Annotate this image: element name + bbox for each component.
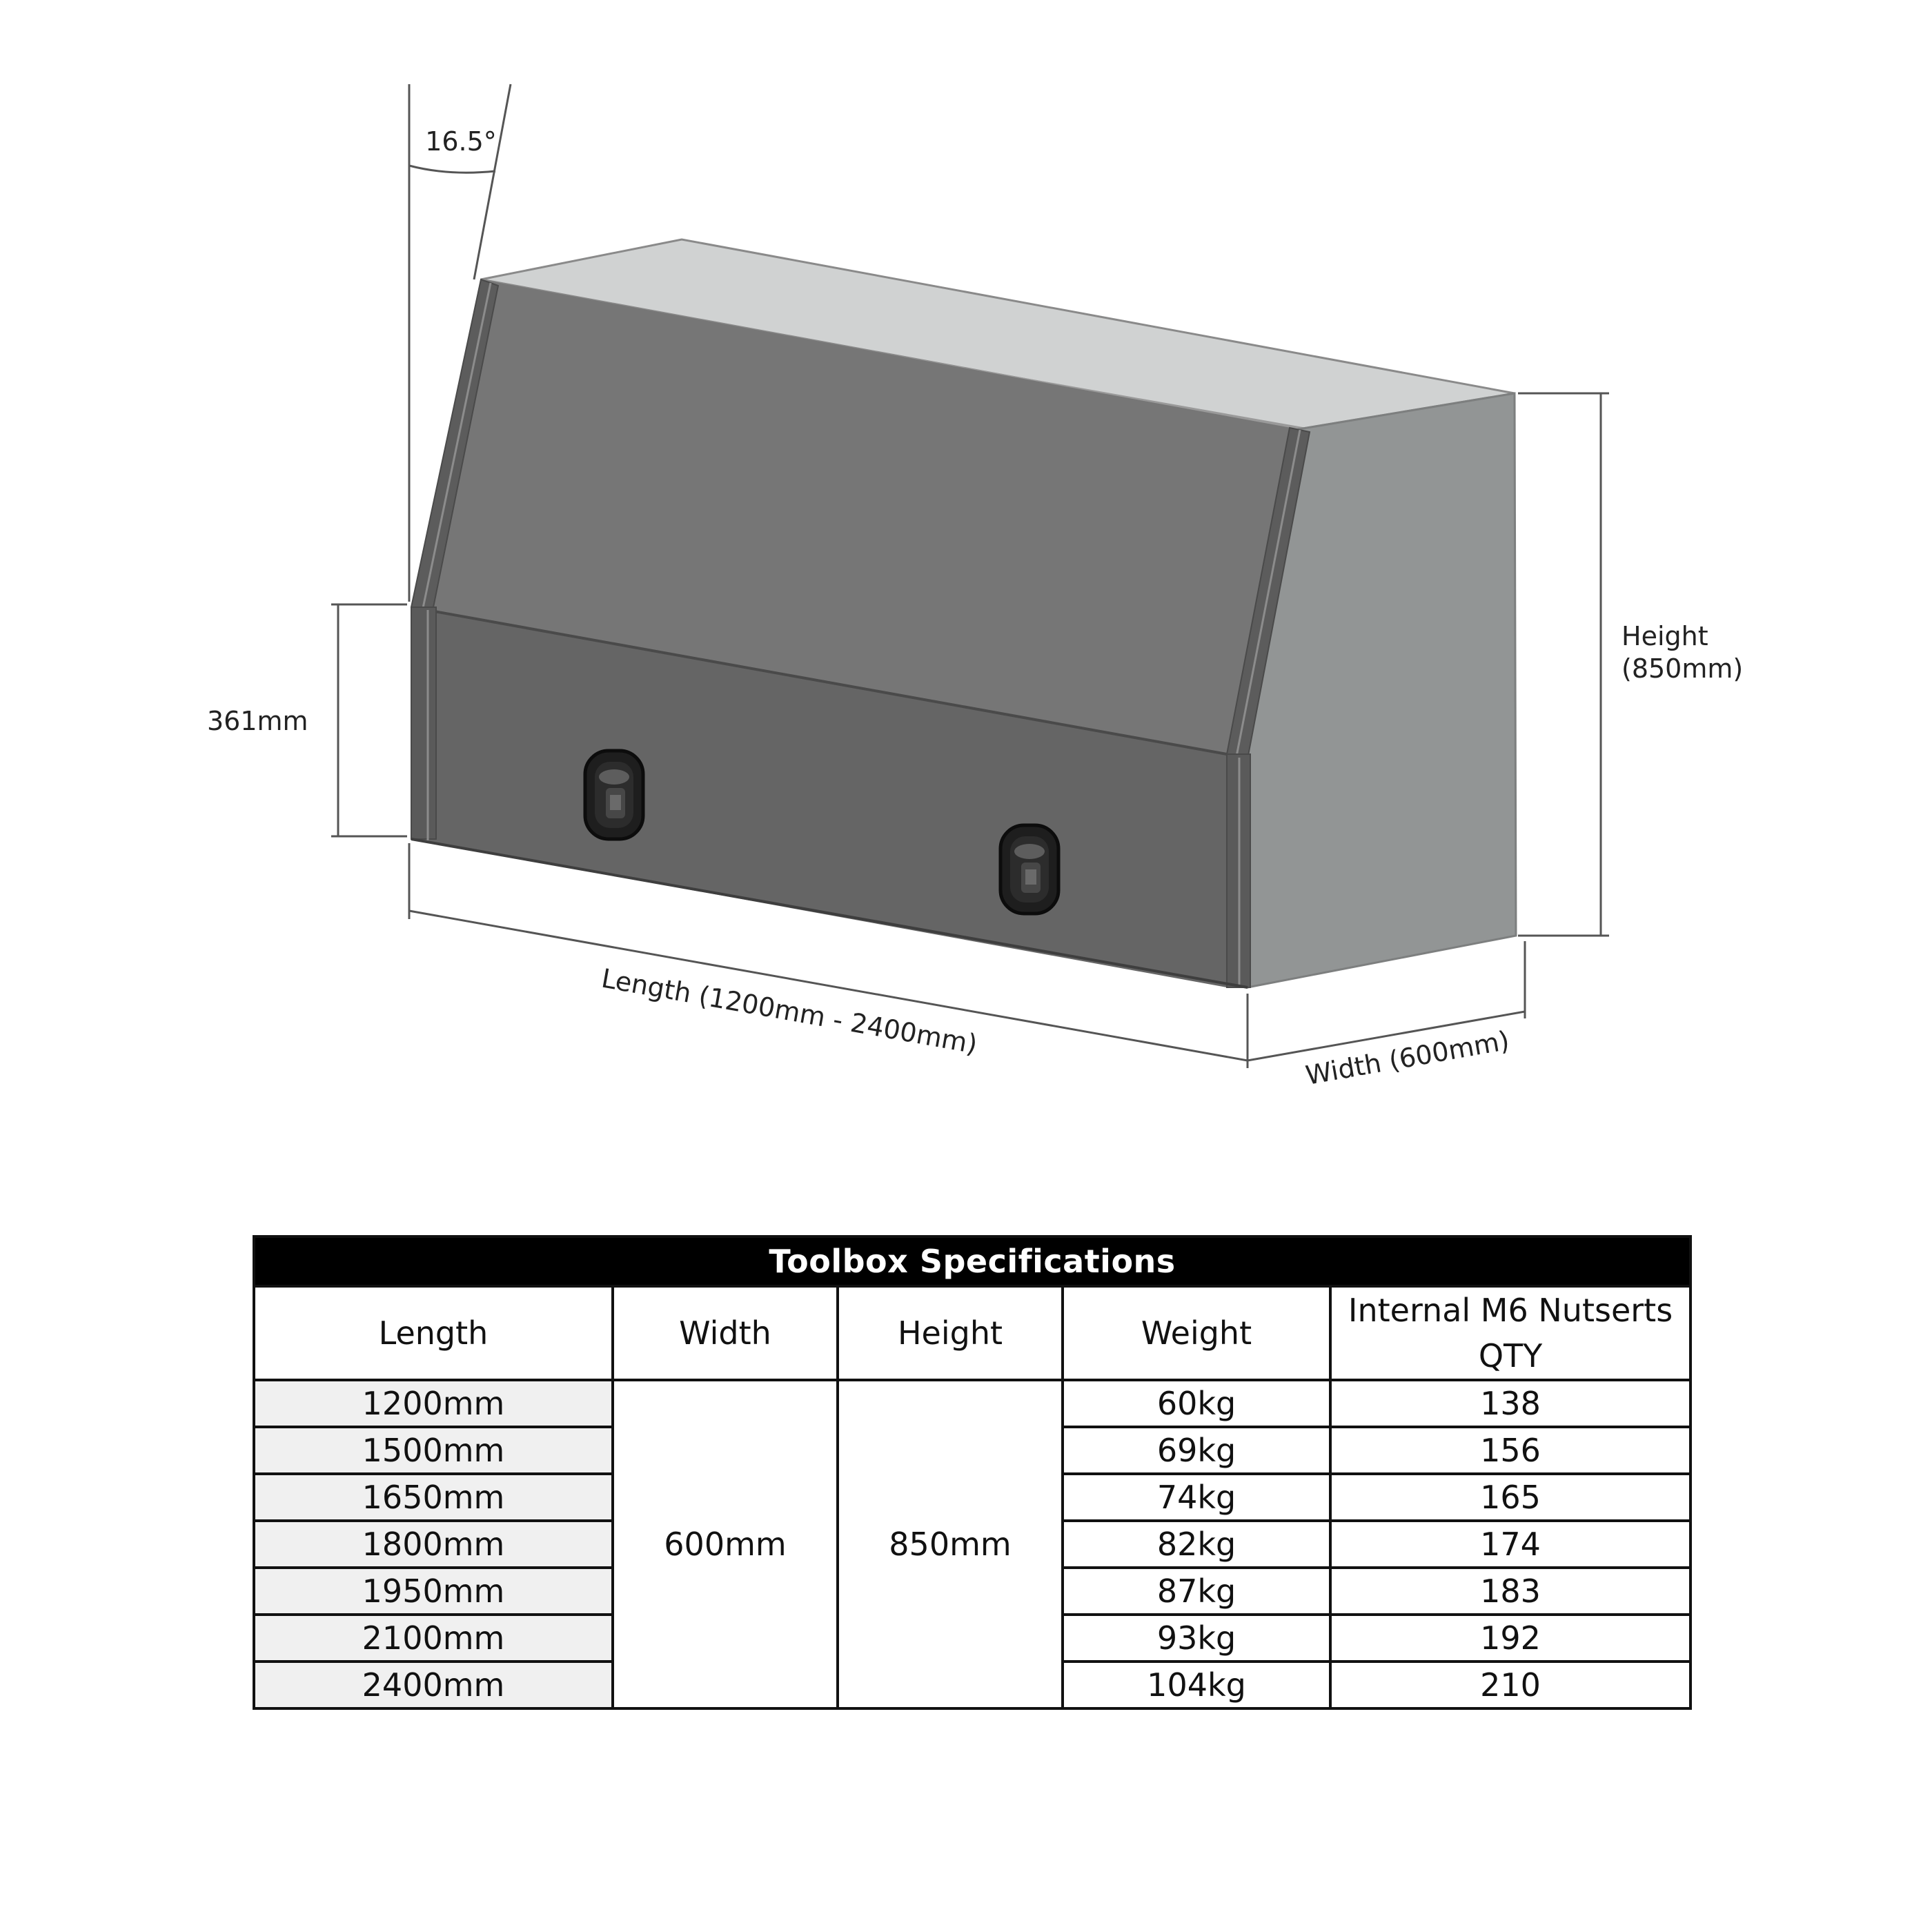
cell-weight: 69kg <box>1063 1427 1330 1474</box>
angle-label: 16.5° <box>425 126 497 157</box>
table-header-row <box>254 1286 1690 1380</box>
table-row <box>254 1380 1690 1427</box>
cell-length: 2100mm <box>254 1615 613 1662</box>
cell-length: 1950mm <box>254 1568 613 1615</box>
lower-height-label: 361mm <box>207 706 308 736</box>
cell-nutserts: 192 <box>1330 1615 1690 1662</box>
cell-nutserts: 210 <box>1330 1662 1690 1708</box>
height-label-line1: Height <box>1621 621 1708 651</box>
cell-nutserts: 174 <box>1330 1521 1690 1568</box>
cell-nutserts: 165 <box>1330 1474 1690 1521</box>
cell-length: 1500mm <box>254 1427 613 1474</box>
cell-weight: 82kg <box>1063 1521 1330 1568</box>
cell-weight: 74kg <box>1063 1474 1330 1521</box>
spec-table <box>253 1235 1692 1710</box>
table-title-row <box>254 1236 1690 1286</box>
cell-nutserts: 183 <box>1330 1568 1690 1615</box>
lower-height-dimension <box>331 604 407 836</box>
cell-weight: 93kg <box>1063 1615 1330 1662</box>
cell-nutserts: 156 <box>1330 1427 1690 1474</box>
left-trim-lower <box>411 607 436 839</box>
cell-height-shared: 850mm <box>838 1380 1063 1708</box>
length-label: Length (1200mm - 2400mm) <box>599 963 980 1060</box>
t-handle-lock-right[interactable] <box>1000 825 1058 914</box>
height-label-line2: (850mm) <box>1621 653 1744 684</box>
t-handle-lock-left[interactable] <box>585 751 643 839</box>
cell-width-shared: 600mm <box>613 1380 838 1708</box>
width-label: Width (600mm) <box>1303 1025 1512 1091</box>
header-weight: Weight <box>1063 1286 1330 1380</box>
header-width: Width <box>613 1286 838 1380</box>
header-height: Height <box>838 1286 1063 1380</box>
cell-weight: 87kg <box>1063 1568 1330 1615</box>
table-title: Toolbox Specifications <box>254 1236 1690 1286</box>
header-length: Length <box>254 1286 613 1380</box>
cell-length: 1800mm <box>254 1521 613 1568</box>
cell-length: 1200mm <box>254 1380 613 1427</box>
cell-nutserts: 138 <box>1330 1380 1690 1427</box>
cell-length: 1650mm <box>254 1474 613 1521</box>
height-dimension <box>1518 393 1609 936</box>
cell-length: 2400mm <box>254 1662 613 1708</box>
header-nutserts: Internal M6 Nutserts QTY <box>1330 1286 1690 1380</box>
cell-weight: 60kg <box>1063 1380 1330 1427</box>
cell-weight: 104kg <box>1063 1662 1330 1708</box>
